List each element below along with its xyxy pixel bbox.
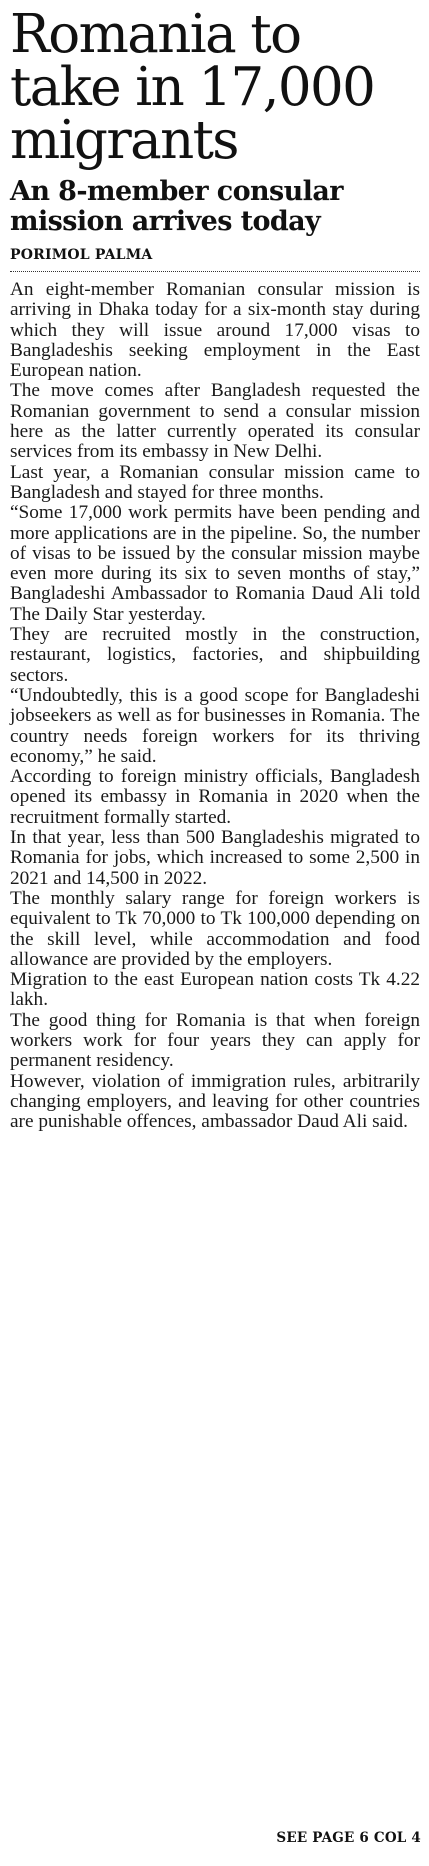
paragraph: The move comes after Bangladesh requested the Romanian government to send a consular mission here as the latter currently operated its consular services from its embassy in New Delhi. <box>10 380 420 463</box>
headline: Romania to take in 17,000 migrants <box>10 4 375 171</box>
paragraph: The monthly salary range for foreign workers is equivalent to Tk 70,000 to Tk 100,000 depending on the skill level, while accommodation and food allowance are provided by the employers. <box>10 887 420 970</box>
news-article <box>10 0 420 1132</box>
paragraph: According to foreign ministry officials, Bangladesh opened its embassy in Romania in 2020 when the recruitment formally started. <box>10 766 420 828</box>
paragraph: However, violation of immigration rules, arbitrarily changing employers, and leaving for other countries are punishable offences, ambassador Daud Ali said. <box>10 1070 420 1133</box>
paragraph: Last year, a Romanian consular mission came to Bangladesh and stayed for three months. <box>10 461 420 503</box>
byline: PORIMOL PALMA <box>10 247 153 263</box>
paragraph: “Some 17,000 work permits have been pending and more applications are in the pipeline. So, the number of visas to be issued by the consular mission maybe even more during its six to seven months of stay,” Bangladeshi Ambassador to Romania Daud Ali told The Daily Star yesterday. <box>10 502 420 625</box>
paragraph: Migration to the east European nation costs Tk 4.22 lakh. <box>10 969 420 1011</box>
continued-jump-line: SEE PAGE 6 COL 4 <box>276 1830 421 1846</box>
byline-divider <box>10 271 420 272</box>
paragraph: An eight-member Romanian consular mission is arriving in Dhaka today for a six-month stay during which they will issue around 17,000 visas to Bangladeshis seeking employment in the East European nation. <box>10 279 420 382</box>
article-body <box>10 280 420 1132</box>
subheadline: An 8-member consular mission arrives today <box>10 176 343 237</box>
paragraph: The good thing for Romania is that when foreign workers work for four years they can apply for permanent residency. <box>10 1009 420 1072</box>
paragraph: “Undoubtedly, this is a good scope for Bangladeshi jobseekers as well as for businesses in Romania. The country needs foreign workers for its thriving economy,” he said. <box>10 684 420 767</box>
paragraph: They are recruited mostly in the construction, restaurant, logistics, factories, and shipbuilding sectors. <box>10 624 420 686</box>
paragraph: In that year, less than 500 Bangladeshis migrated to Romania for jobs, which increased to some 2,500 in 2021 and 14,500 in 2022. <box>10 827 420 889</box>
